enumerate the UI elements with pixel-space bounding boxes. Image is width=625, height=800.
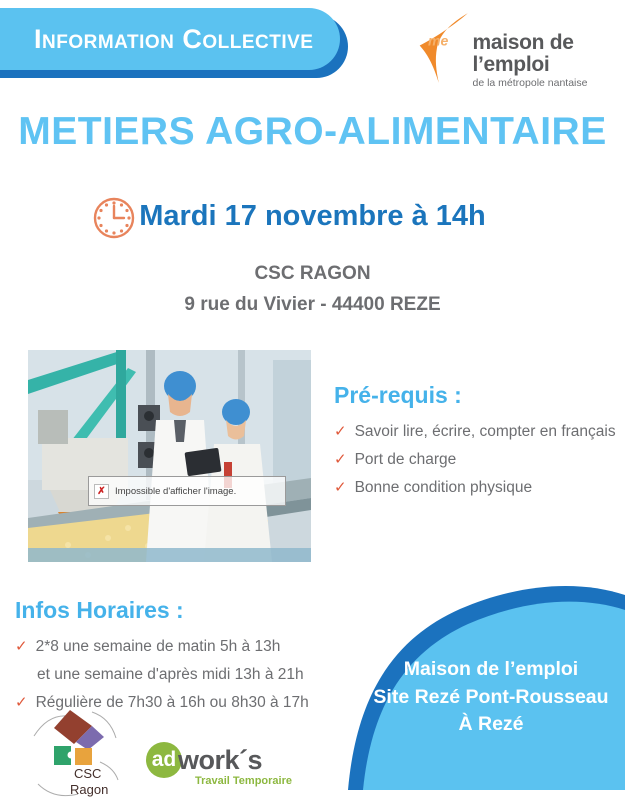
schedule-list [15,633,360,717]
list-item [334,418,625,446]
page-title [0,110,625,154]
prerequisites-heading: Pré-requis : [334,382,462,408]
list-item-text: et une semaine d'après midi 13h à 21h [37,666,304,683]
mde-subtitle: de la métropole nantaise [472,77,588,89]
factory-photo [28,350,311,562]
mde-monogram: me [427,32,449,49]
list-item-text: Régulière de 7h30 à 16h ou 8h30 à 17h [35,694,309,711]
broken-image-icon: ✗ [94,484,109,499]
event-date: Mardi 17 novembre à 14h [139,200,486,232]
location-line-1: Maison de l’emploi [403,658,579,680]
adworks-subtitle: Travail Temporaire [194,775,292,787]
location-line-2: Site Rezé Pont-Rousseau [373,685,609,708]
adworks-logo [146,742,296,787]
check-icon: ✓ [334,479,347,496]
mde-text [472,32,625,89]
check-icon: ✓ [334,423,347,440]
header-banner [0,8,340,70]
list-item [334,446,625,474]
maison-emploi-logo [418,5,625,91]
check-icon: ✓ [334,451,347,468]
schedule-section [15,597,360,717]
adworks-wordmark [146,742,296,778]
location-box [365,656,617,739]
check-icon: ✓ [15,638,28,655]
list-item-text: Port de charge [354,451,457,468]
location-line-3: À Rezé [458,713,524,735]
check-icon: ✓ [15,694,28,711]
list-item [15,633,360,661]
title-part-2: AGRO-ALIMENTAIRE [205,110,607,153]
prerequisites-list [334,418,625,502]
list-item-text: 2*8 une semaine de matin 5h à 13h [35,638,281,655]
csc-text: CSC [74,766,102,781]
adworks-circle-icon [146,742,182,778]
adworks-ad: ad [151,748,177,771]
list-item-text: Savoir lire, écrire, compter en français [354,423,616,440]
adworks-work: work´s [178,744,263,775]
list-item [334,474,625,502]
ragon-text: Ragon [70,782,109,797]
broken-image-placeholder [88,476,286,506]
mde-name: maison de l’emploi [472,31,574,76]
title-part-1: METIERS [18,110,196,153]
factory-photo-illustration [28,350,311,562]
event-venue: CSC RAGON [254,263,371,284]
schedule-heading: Infos Horaires : [15,597,184,623]
csc-ragon-logo [30,706,130,800]
list-item-text: Bonne condition physique [354,479,533,496]
banner-title: Information Collective [34,23,314,54]
event-address: 9 rue du Vivier - 44400 REZE [184,294,441,315]
yellow-piece [75,748,92,765]
broken-image-text: Impossible d'afficher l'image. [115,485,237,497]
list-item-continuation [15,661,360,689]
maison-emploi-logo-icon [418,5,469,91]
prerequisites-section [334,382,625,502]
